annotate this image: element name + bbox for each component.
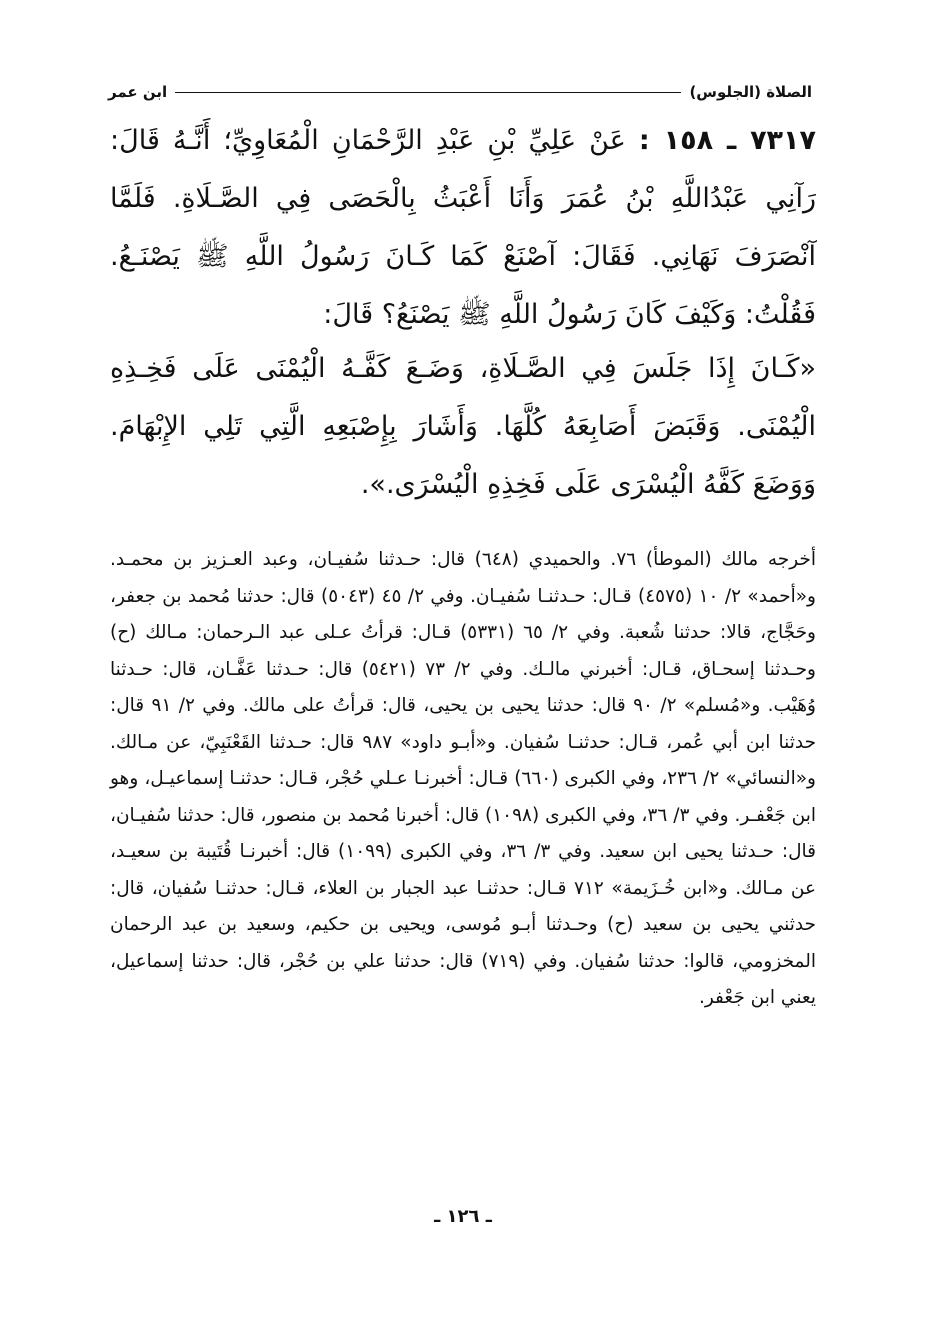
book-title: ابن عمر: [108, 83, 168, 101]
hadith-matn: «كَـانَ إِذَا جَلَسَ فِي الصَّـلَاةِ، وَضَـعَ كَفَّـهُ الْيُمْنَى عَلَى فَخِـذِهِ الْيُمْنَى. وَقَبَضَ أَصَابِعَهُ كُلَّهَا. وَأَشَارَ بِإِصْبَعِهِ الَّتِي تَلِي الإِبْهَامَ. وَوَضَعَ كَفَّهُ الْيُسْرَى عَلَى فَخِذِهِ الْيُسْرَى.».: [110, 353, 816, 500]
running-header: [108, 76, 812, 108]
hadith-intro-text: عَنْ عَلِيِّ بْنِ عَبْدِ الرَّحْمَانِ الْمُعَاوِيِّ؛ أَنَّـهُ قَالَ: رَآنِي عَبْدُاللَّهِ بْنُ عُمَرَ وَأَنَا أَعْبَثُ بِالْحَصَى فِي الصَّـلَاةِ. فَلَمَّا آنْصَرَفَ نَهَانِي. فَقَالَ: آصْنَعْ كَمَا كَـانَ رَسُولُ اللَّهِ ﷺ يَصْنَـعُ. فَقُلْتُ: وَكَيْفَ كَانَ رَسُولُ اللَّهِ ﷺ يَصْنَعُ؟ قَالَ:: [110, 125, 816, 330]
takhrij-note: أخرجه مالك (الموطأ) ٧٦. والحميدي (٦٤٨) قال: حـدثنا سُفيـان، وعبد العـزيز بن محمـد. و«أحمد» ٢/ ١٠ (٤٥٧٥) قـال: حـدثنـا سُفيـان. وفي ٢/ ٤٥ (٥٠٤٣) قال: حدثنا مُحمد بن جعفر، وحَجَّاج، قالا: حدثنا شُعبة. وفي ٢/ ٦٥ (٥٣٣١) قـال: قرأتُ عـلى عبد الـرحمان: مـالك (ح) وحـدثنا إسحـاق، قـال: أخبرني مالـك. وفي ٢/ ٧٣ (٥٤٢١) قال: حـدثنا عَفَّـان، قال: حـدثنا وُهَيْب. و«مُسلم» ٢/ ٩٠ قال: حدثنا يحيى بن يحيى، قال: قرأتُ على مالك. وفي ٢/ ٩١ قال: حدثنا ابن أبي عُمر، قـال: حدثنـا سُفيان. و«أبـو داود» ٩٨٧ قال: حـدثنا القَعْنَبِيّ، عن مـالك. و«النسائي» ٢/ ٢٣٦، وفي الكبرى (٦٦٠) قـال: أخبرنـا عـلي حُجْر، قـال: حدثنـا إسماعيـل، وهو ابن جَعْفـر. وفي ٣/ ٣٦، وفي الكبرى (١٠٩٨) قال: أخبرنا مُحمد بن منصور، قال: حدثنا سُفيـان، قال: حـدثنا يحيى ابن سعيد. وفي ٣/ ٣٦، وفي الكبرى (١٠٩٩) قال: أخبرنـا قُتَيبة بن سعيـد، عن مـالك. و«ابن خُـزَيمة» ٧١٢ قـال: حدثنـا عبد الجبار بن العلاء، قـال: حدثنـا سُفيان، قال: حدثني يحيى بن سعيد (ح) وحـدثنا أبـو مُوسى، ويحيى بن حكيم، وسعيد بن عبد الرحمان المخزومي، قالوا: حدثنا سُفيان. وفي (٧١٩) قال: حدثنا علي بن حُجْر، قال: حدثنا إسماعيل، يعني ابن جَعْفر.: [110, 549, 817, 1008]
header-rule: [175, 92, 681, 93]
page-number: ـ ١٢٦ ـ: [434, 1206, 492, 1227]
chapter-title: الصلاة (الجلوس): [689, 83, 812, 101]
hadith-number: ٧٣١٧ ـ ١٥٨ :: [638, 125, 816, 156]
hadith-intro: [110, 112, 816, 344]
